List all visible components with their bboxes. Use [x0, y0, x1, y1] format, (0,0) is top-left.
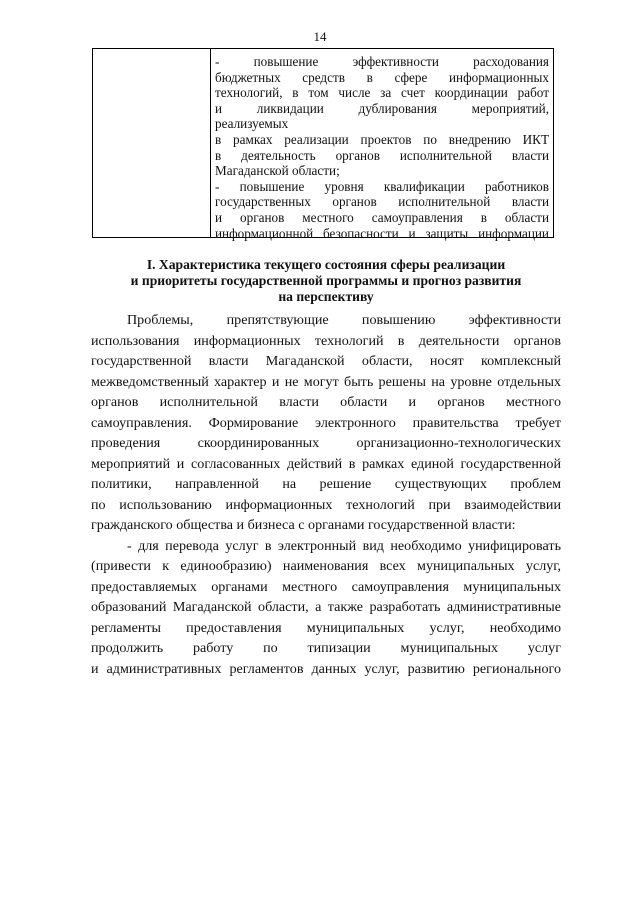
table-line: реализуемых [215, 116, 289, 132]
paragraph-line: межведомственный характер и не могут быть решены на уровне отдельных [91, 373, 561, 390]
paragraph-line: проведения скоординированных организационно-технологических [91, 435, 561, 451]
heading-line: I. Характеристика текущего состояния сферы реализации [146, 257, 506, 272]
paragraph-line: самоуправления. Формирование электронного правительства требует [91, 414, 561, 431]
paragraph-line: предоставляемых органами местного самоуправления муниципальных [91, 578, 561, 595]
paragraph-line: по использованию информационных технологий при взаимодействии [91, 496, 561, 513]
column-divider [210, 49, 211, 237]
page-number: 14 [313, 29, 327, 44]
paragraph-line: Проблемы, препятствующие повышению эффективности [127, 312, 561, 328]
paragraph-line: образований Магаданской области, а также разработать административные [91, 599, 561, 615]
heading-line: на перспективу [278, 289, 374, 304]
table-line: в деятельность органов исполнительной власти [215, 147, 549, 163]
section-heading [90, 257, 562, 305]
body-text [91, 310, 561, 679]
table-line: - повышение эффективности расходования [215, 54, 549, 69]
paragraph-line: использования информационных технологий в деятельности органов [91, 332, 561, 349]
paragraph-line: - для перевода услуг в электронный вид необходимо унифицировать [127, 537, 561, 554]
goals-table [92, 48, 554, 241]
paragraph-line: политики, направленной на решение существующих проблем [91, 476, 561, 492]
paragraph-line: и административных регламентов данных услуг, развитию регионального [91, 660, 561, 677]
paragraph-line: мероприятий и согласованных действий в рамках единой государственной [91, 455, 561, 472]
table-line: и органов местного самоуправления в области [215, 209, 549, 225]
table-cell-text [215, 54, 549, 241]
table-line: технологий, в том числе за счет координации работ [215, 85, 549, 101]
table-line: и ликвидации дублирования мероприятий, [215, 100, 549, 116]
paragraph-line: продолжить работу по типизации муниципальных услуг [91, 640, 561, 656]
table-line: информационной безопасности и защиты информации [215, 225, 549, 241]
heading-line: и приоритеты государственной программы и прогноз развития [130, 273, 522, 288]
paragraph-line: государственной власти Магаданской области, носят комплексный [91, 353, 561, 369]
table-line: Магаданской области; [215, 163, 340, 179]
paragraph-line: гражданского общества и бизнеса с органами государственной власти: [91, 517, 516, 533]
table-line: бюджетных средств в сфере информационных [215, 69, 549, 85]
table-line: - повышение уровня квалификации работников [215, 178, 549, 194]
paragraph-line: (привести к единообразию) наименования всех муниципальных услуг, [91, 558, 561, 574]
table-line: государственных органов исполнительной власти [215, 194, 549, 210]
paragraph-line: органов исполнительной власти области и органов местного [91, 394, 561, 410]
table-line: в рамках реализации проектов по внедрению ИКТ [215, 131, 549, 147]
paragraph-line: регламенты предоставления муниципальных услуг, необходимо [91, 619, 561, 636]
